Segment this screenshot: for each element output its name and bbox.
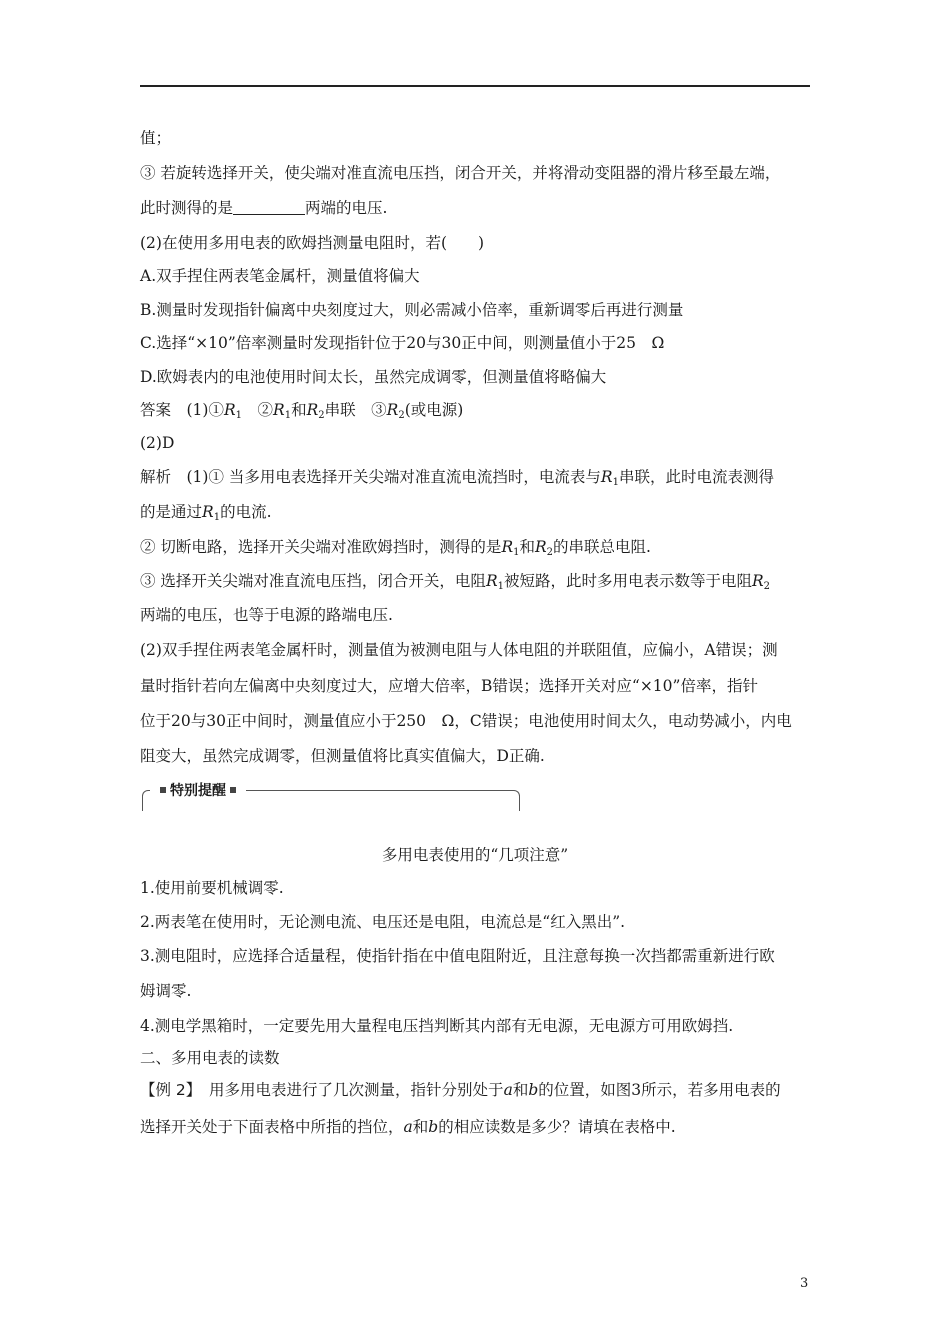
analysis-line: 的是通过$R_1$的电流. <box>140 503 272 523</box>
section-heading: 二、多用电表的读数 <box>140 1049 280 1067</box>
square-bullet-icon <box>230 787 236 793</box>
example-line: 【例 2】 用多用电表进行了几次测量，指针分别处于a和b的位置，如图3所示，若多用电表的 <box>140 1081 781 1099</box>
answer-line-2: (2)D <box>140 434 175 452</box>
header-rule <box>140 85 810 87</box>
notice-item: 3.测电阻时，应选择合适量程，使指针指在中值电阻附近，且注意每换一次挡都需重新进行欧 <box>140 947 775 965</box>
square-bullet-icon <box>160 787 166 793</box>
notice-item: 2.两表笔在使用时，无论测电流、电压还是电阻，电流总是“红入黑出”. <box>140 913 626 931</box>
option-a: A.双手捏住两表笔金属杆，测量值将偏大 <box>140 267 420 285</box>
option-d: D.欧姆表内的电池使用时间太长，虽然完成调零，但测量值将略偏大 <box>140 368 607 386</box>
analysis-line: ② 切断电路，选择开关尖端对准欧姆挡时，测得的是$R_1$和$R_2$的串联总电阻. <box>140 538 651 558</box>
analysis-line: 两端的电压，也等于电源的路端电压. <box>140 606 393 624</box>
text-line: 此时测得的是 两端的电压. <box>140 199 388 217</box>
answer-line: 答案 $(1)①R_1$ $②R_1$和$R_2$串联 $③R_2$(或电源) <box>140 401 464 421</box>
text-line: ③ 若旋转选择开关，使尖端对准直流电压挡，闭合开关，并将滑动变阻器的滑片移至最左端， <box>140 164 781 182</box>
notice-box <box>142 783 520 812</box>
notice-title: 多用电表使用的“几项注意” <box>381 846 569 864</box>
notice-item: 1.使用前要机械调零. <box>140 879 284 897</box>
analysis-line: 位于20与30正中间时，测量值应小于250 Ω，C错误；电池使用时间太久，电动势减小，内电 <box>140 712 792 730</box>
notice-label: 特别提醒 <box>150 780 246 800</box>
text-line: 值； <box>140 129 172 147</box>
notice-item: 4.测电学黑箱时，一定要先用大量程电压挡判断其内部有无电源，无电源方可用欧姆挡. <box>140 1017 734 1035</box>
notice-item: 姆调零. <box>140 982 192 1000</box>
option-b: B.测量时发现指针偏离中央刻度过大，则必需减小倍率，重新调零后再进行测量 <box>140 301 684 319</box>
page-number: 3 <box>800 1276 809 1291</box>
example-line: 选择开关处于下面表格中所指的挡位，a和b的相应读数是多少？请填在表格中. <box>140 1118 676 1136</box>
analysis-line: 量时指针若向左偏离中央刻度过大，应增大倍率，B错误；选择开关对应“×10”倍率，指针 <box>140 677 758 695</box>
analysis-line: (2)双手捏住两表笔金属杆时，测量值为被测电阻与人体电阻的并联阻值，应偏小，A错误；测 <box>140 641 778 659</box>
question-stem: (2)在使用多用电表的欧姆挡测量电阻时，若( ) <box>140 234 485 252</box>
answer-blank <box>233 200 305 215</box>
analysis-line: 解析 (1)① 当多用电表选择开关尖端对准直流电流挡时，电流表与$R_1$串联，此时电流表测得 <box>140 468 774 488</box>
analysis-line: 阻变大，虽然完成调零，但测量值将比真实值偏大，D正确. <box>140 747 545 765</box>
analysis-line: ③ 选择开关尖端对准直流电压挡，闭合开关，电阻$R_1$被短路，此时多用电表示数等于电阻$R_2$ <box>140 572 771 592</box>
option-c: C.选择“×10”倍率测量时发现指针位于20与30正中间，则测量值小于25 Ω <box>140 334 665 352</box>
